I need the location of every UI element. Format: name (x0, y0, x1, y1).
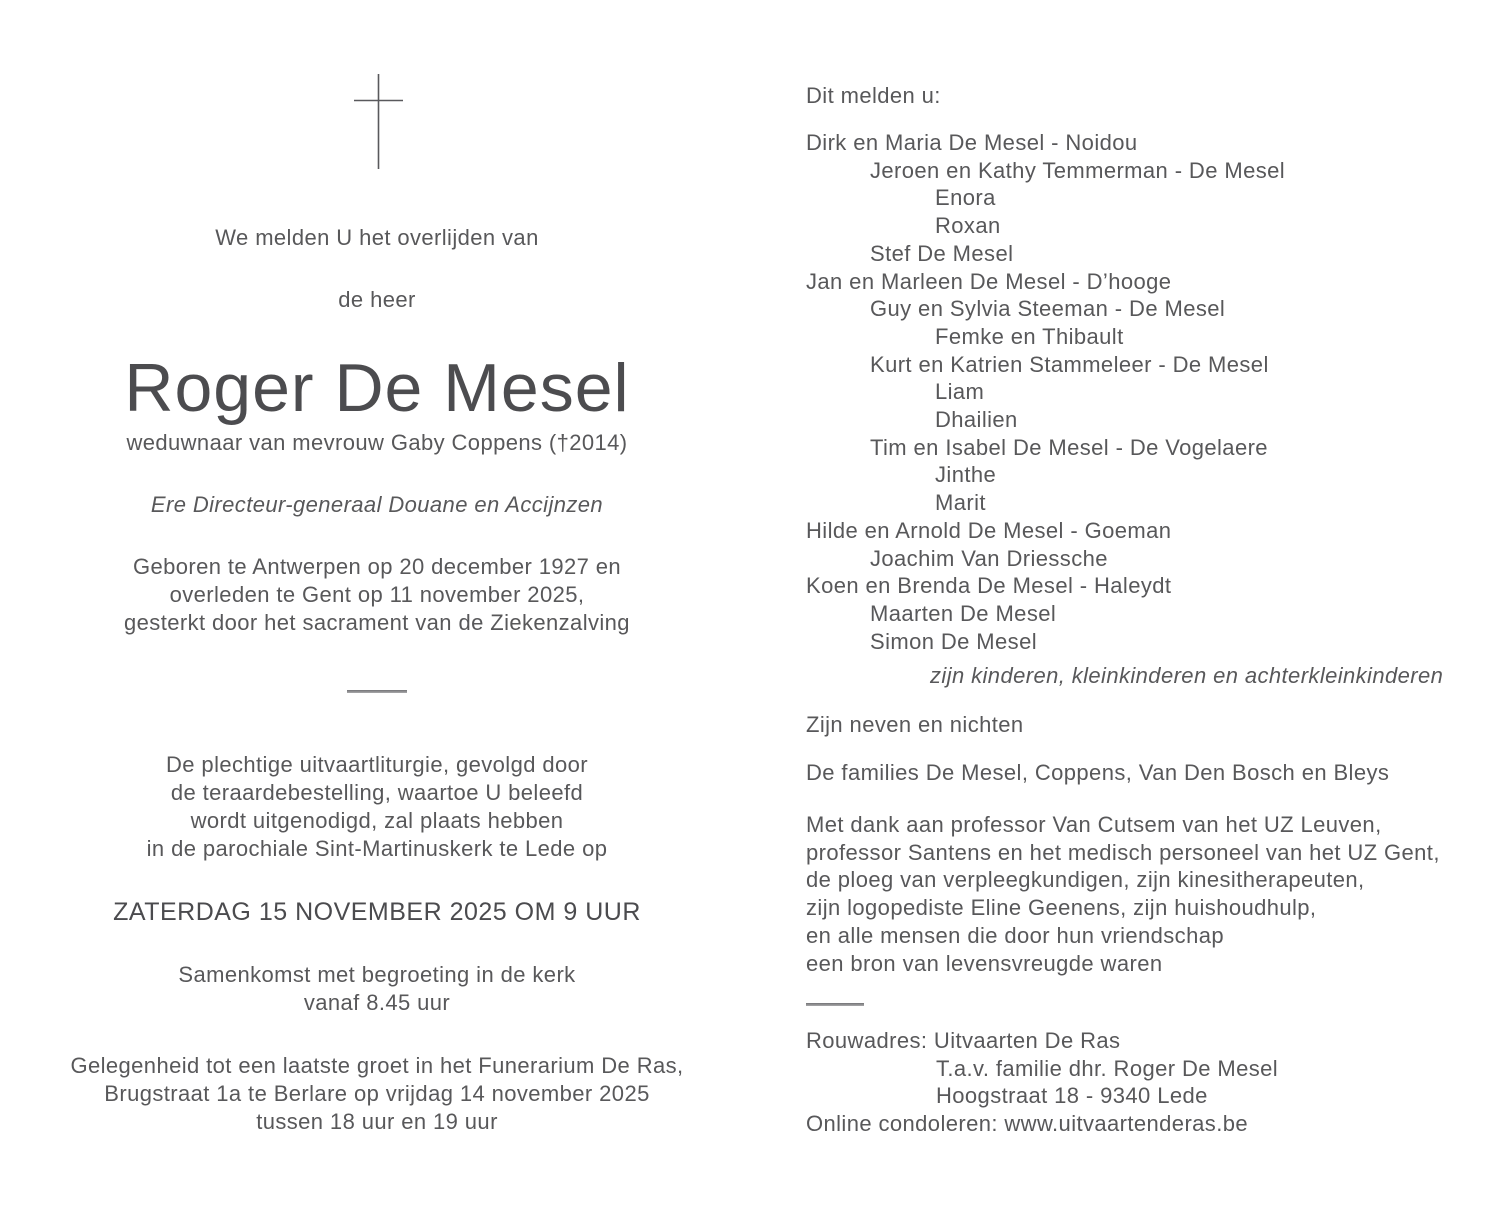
family-line: Jan en Marleen De Mesel - D’hooge (806, 268, 1172, 294)
family-line: Simon De Mesel (870, 628, 1037, 654)
life-line: overleden te Gent op 11 november 2025, (169, 582, 585, 607)
family-line: Dhailien (935, 407, 1018, 433)
family-line: Stef De Mesel (870, 240, 1014, 266)
family-line: Maarten De Mesel (870, 600, 1057, 626)
left-page (27, 0, 727, 1214)
honorary-title: Ere Directeur-generaal Douane en Accijnzen (150, 492, 604, 517)
families-line: De families De Mesel, Coppens, Van Den Bosch en Bleys (806, 760, 1390, 785)
family-list (806, 129, 1486, 655)
service-date: ZATERDAG 15 NOVEMBER 2025 OM 9 UUR (113, 898, 641, 926)
family-line: Guy en Sylvia Steeman - De Mesel (870, 296, 1226, 322)
mourning-address-line: T.a.v. familie dhr. Roger De Mesel (936, 1055, 1279, 1081)
life-line: gesterkt door het sacrament van de Ziekenzalving (124, 610, 630, 635)
thanks-block (806, 811, 1486, 977)
family-line: Tim en Isabel De Mesel - De Vogelaere (870, 434, 1268, 460)
family-line: Koen en Brenda De Mesel - Haleydt (806, 573, 1172, 599)
mourning-address-line: Rouwadres: Uitvaarten De Ras (806, 1028, 1121, 1053)
service-line: de teraardebestelling, waartoe U beleefd (170, 780, 584, 805)
family-line: Femke en Thibault (935, 323, 1124, 349)
thanks-line: een bron van levensvreugde waren (806, 950, 1163, 976)
announcement-heading: Dit melden u: (806, 83, 941, 108)
life-dates-block (27, 553, 727, 637)
thanks-line: professor Santens en het medisch personeel van het UZ Gent, (806, 839, 1440, 865)
family-line: Liam (935, 379, 985, 405)
family-line: Roxan (935, 213, 1001, 239)
family-line: Dirk en Maria De Mesel - Noidou (806, 130, 1138, 155)
thanks-line: zijn logopediste Eline Geenens, zijn huishoudhulp, (806, 895, 1317, 921)
thanks-line: en alle mensen die door hun vriendschap (806, 922, 1224, 948)
widower-line: weduwnaar van mevrouw Gaby Coppens (†2014) (126, 430, 628, 455)
service-line: De plechtige uitvaartliturgie, gevolgd door (166, 752, 588, 777)
family-line: Jeroen en Kathy Temmerman - De Mesel (870, 157, 1286, 183)
service-line: in de parochiale Sint-Martinuskerk te Lede op (146, 836, 608, 861)
gathering-line: vanaf 8.45 uur (303, 990, 451, 1015)
salutation-line: de heer (338, 287, 416, 312)
nephews-line: Zijn neven en nichten (806, 712, 1024, 737)
family-line: Kurt en Katrien Stammeleer - De Mesel (870, 351, 1269, 377)
children-note: zijn kinderen, kleinkinderen en achterkleinkinderen (930, 663, 1444, 688)
thanks-line: de ploeg van verpleegkundigen, zijn kinesitherapeuten, (806, 867, 1365, 893)
family-line: Marit (935, 490, 986, 516)
gathering-block (27, 961, 727, 1017)
online-condolence-line: Online condoleren: www.uitvaartenderas.be (806, 1111, 1248, 1137)
service-line: wordt uitgenodigd, zal plaats hebben (190, 808, 564, 833)
left-divider (347, 690, 407, 693)
intro-line: We melden U het overlijden van (215, 225, 539, 250)
family-line: Joachim Van Driessche (870, 545, 1108, 571)
family-line: Hilde en Arnold De Mesel - Goeman (806, 517, 1172, 543)
right-divider (806, 1003, 864, 1006)
service-block (27, 751, 727, 863)
right-page (806, 0, 1486, 1214)
deceased-name: Roger De Mesel (124, 350, 630, 426)
family-line: Jinthe (935, 462, 997, 488)
farewell-line: Gelegenheid tot een laatste groet in het Funerarium De Ras, (70, 1053, 684, 1078)
thanks-line: Met dank aan professor Van Cutsem van het UZ Leuven, (806, 812, 1382, 837)
farewell-line: tussen 18 uur en 19 uur (256, 1109, 498, 1134)
gathering-line: Samenkomst met begroeting in de kerk (178, 962, 576, 987)
mourning-address-line: Hoogstraat 18 - 9340 Lede (936, 1083, 1208, 1109)
family-line: Enora (935, 185, 996, 211)
mourning-address-block (806, 1027, 1486, 1138)
life-line: Geboren te Antwerpen op 20 december 1927 en (132, 554, 622, 579)
farewell-line: Brugstraat 1a te Berlare op vrijdag 14 november 2025 (104, 1081, 650, 1106)
farewell-block (27, 1052, 727, 1136)
